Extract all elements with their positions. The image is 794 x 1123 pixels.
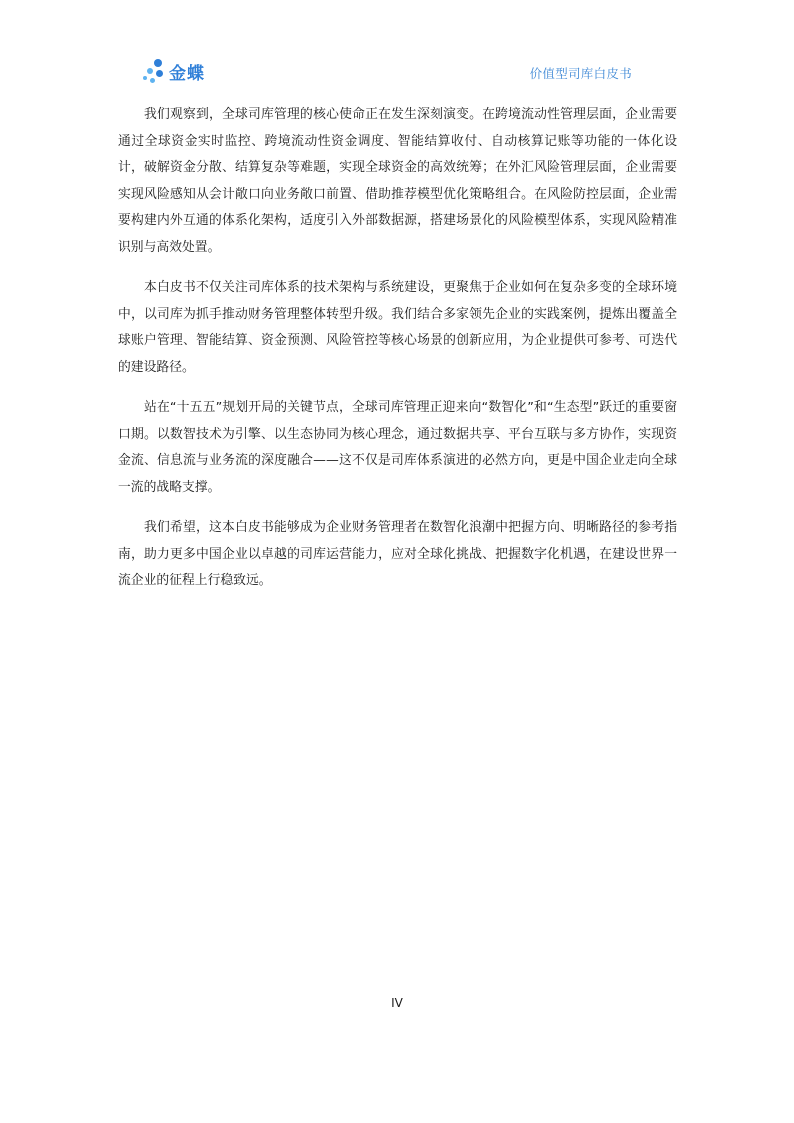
logo-text: 金蝶 [169,63,205,84]
paragraph: 本白皮书不仅关注司库体系的技术架构与系统建设，更聚焦于企业如何在复杂多变的全球环境中，以司库为抓手推动财务管理整体转型升级。我们结合多家领先企业的实践案例，提炼出覆盖全球账户管理、智能结算、资金预测、风险管控等核心场景的创新应用，为企业提供可参考、可迭代的建设路径。 [118,280,677,375]
kingdee-dots-logo-icon [142,57,166,85]
page-number: IV [391,996,403,1010]
paragraph: 我们观察到，全球司库管理的核心使命正在发生深刻演变。在跨境流动性管理层面，企业需要通过全球资金实时监控、跨境流动性资金调度、智能结算收付、自动核算记账等功能的一体化设计，破解资金分散、结算复杂等难题，实现全球资金的高效统筹；在外汇风险管理层面，企业需要实现风险感知从会计敞口向业务敞口前置、借助推荐模型优化策略组合。在风险防控层面，企业需要构建内外互通的体系化架构，适度引入外部数据源，搭建场景化的风险模型体系，实现风险精准识别与高效处置。 [118,107,677,255]
page-header [118,54,678,90]
kingdee-logo [142,56,205,86]
paragraph: 我们希望，这本白皮书能够成为企业财务管理者在数智化浪潮中把握方向、明晰路径的参考指南，助力更多中国企业以卓越的司库运营能力，应对全球化挑战、把握数字化机遇，在建设世界一流企业的征程上行稳致远。 [118,520,677,588]
body-text [118,102,677,609]
document-title: 价值型司库白皮书 [529,66,632,81]
paragraph: 站在“十五五”规划开局的关键节点，全球司库管理正迎来向“数智化”和“生态型”跃迁的重要窗口期。以数智技术为引擎、以生态协同为核心理念，通过数据共享、平台互联与多方协作，实现资金流、信息流与业务流的深度融合——这不仅是司库体系演进的必然方向，更是中国企业走向全球一流的战略支撑。 [118,400,677,495]
